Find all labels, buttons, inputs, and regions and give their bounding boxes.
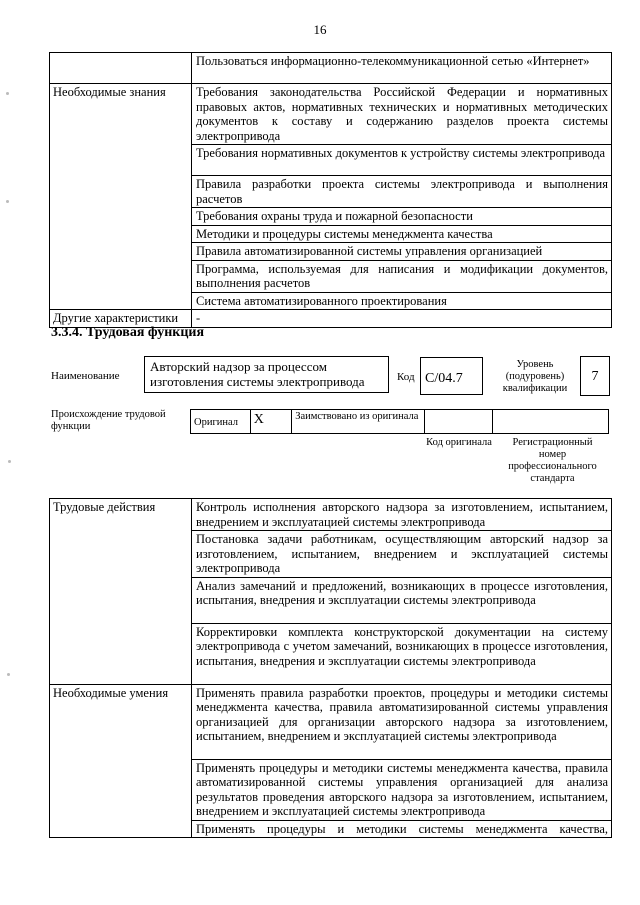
name-label: Наименование — [51, 370, 120, 382]
table-cell: Применять правила разработки проектов, процедуры и методики системы менеджмента качества, правила автоматизированной системы управления организацией для организации авторского надзора за изготовлением, испытанием, внедрением и эксплуатацией системы электропривода — [192, 684, 612, 759]
code-label: Код — [397, 371, 415, 383]
origin-label: Происхождение трудовой функции — [51, 409, 166, 432]
scan-speck — [6, 200, 9, 203]
scan-speck — [7, 673, 10, 676]
table-label-empty — [50, 53, 192, 84]
code-original-box — [424, 410, 492, 434]
table-cell: - — [192, 310, 612, 328]
scan-speck — [6, 92, 9, 95]
table-cell: Правила разработки проекта системы электропривода и выполнения расчетов — [192, 176, 612, 208]
actions-table — [49, 498, 612, 838]
origin-table — [190, 409, 609, 434]
level-label: Уровень (подуровень) квалификации — [502, 359, 568, 394]
table-cell: Программа, используемая для написания и модификации документов, выполнения расчетов — [192, 260, 612, 292]
table-cell: Требования охраны труда и пожарной безопасности — [192, 208, 612, 226]
knowledge-table — [49, 52, 612, 328]
borrowed-label: Заимствовано из оригинала — [292, 410, 425, 434]
function-title: Авторский надзор за процессом изготовления системы электропривода — [144, 356, 389, 393]
level-value: 7 — [580, 356, 610, 396]
table-label: Другие характеристики — [50, 310, 192, 328]
table-cell: Требования нормативных документов к устройству системы электропривода — [192, 145, 612, 176]
section-heading: 3.3.4. Трудовая функция — [51, 325, 205, 340]
table-cell: Постановка задачи работникам, осуществляющим авторский надзор за изготовлением, испытанием, внедрением и эксплуатацией системы электропривода — [192, 531, 612, 578]
table-label: Необходимые знания — [50, 84, 192, 310]
original-label: Оригинал — [191, 410, 251, 434]
table-cell: Требования законодательства Российской Федерации и нормативных правовых актов, нормативных технических и нормативных методических документов к составу и содержанию разделов проекта системы электропривода — [192, 84, 612, 145]
table-cell: Система автоматизированного проектирования — [192, 292, 612, 310]
table-cell: Правила автоматизированной системы управления организацией — [192, 243, 612, 261]
table-cell: Применять процедуры и методики системы менеджмента качества, — [192, 820, 612, 838]
scan-speck — [8, 460, 11, 463]
table-label: Трудовые действия — [50, 499, 192, 685]
code-original-label: Код оригинала — [426, 437, 492, 448]
page-number: 16 — [313, 22, 327, 37]
table-cell: Пользоваться информационно-телекоммуникационной сетью «Интернет» — [192, 53, 612, 84]
table-cell: Методики и процедуры системы менеджмента качества — [192, 225, 612, 243]
table-cell: Анализ замечаний и предложений, возникающих в процессе изготовления, испытания, внедрения и эксплуатации системы электропривода — [192, 577, 612, 623]
table-cell: Контроль исполнения авторского надзора за изготовлением, испытанием, внедрением и эксплуатацией системы электропривода — [192, 499, 612, 531]
code-value: С/04.7 — [420, 357, 483, 395]
table-label: Необходимые умения — [50, 684, 192, 838]
table-cell: Применять процедуры и методики системы менеджмента качества, правила автоматизированной системы управления организацией для анализа результатов проведения авторского надзора за изготовлением, испытанием, внедрением и эксплуатацией системы электропривода — [192, 759, 612, 820]
table-cell: Корректировки комплекта конструкторской документации на систему электропривода с учетом замечаний, возникающих в процессе изготовления, испытания, внедрения и эксплуатации системы электропривода — [192, 623, 612, 684]
original-mark: X — [250, 410, 291, 434]
reg-number-box — [492, 410, 608, 434]
reg-number-label: Регистрационный номер профессионального стандарта — [508, 437, 597, 484]
